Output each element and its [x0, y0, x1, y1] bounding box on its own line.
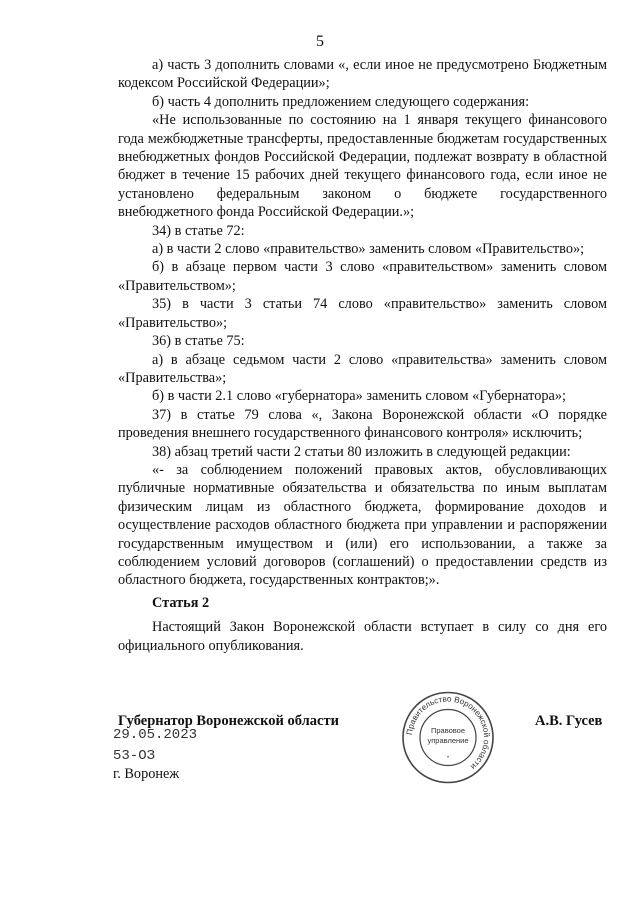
- city: г. Воронеж: [113, 766, 180, 782]
- paragraph: б) часть 4 дополнить предложением следующего содержания:: [152, 93, 530, 110]
- document-body: [118, 56, 607, 655]
- paragraph: 37) в статье 79 слова «, Закона Воронежской области «О порядке проведения внешнего государственного финансового контроля» исключить;: [118, 406, 607, 442]
- paragraph: «Не использованные по состоянию на 1 января текущего финансового года межбюджетные трансферты, предоставленные бюджетам государственных внебюджетных фондов Российской Федерации, подлежат возврату в областной бюджет в течение 15 рабочих дней текущего финансового года, если иное не установлено федеральным законом о бюджете государственного внебюджетного фонда Российской Федерации.»;: [118, 112, 607, 221]
- paragraph: «- за соблюдением положений правовых актов, обусловливающих публичные нормативные обязательства и обязательства по иным выплатам физическим лицам из областного бюджета, формирование доходов и осуществление расходов областного бюджета при управлении и распоряжении государственным имуществом и (или) его использовании, а также за соблюдением условий договоров (соглашений) о предоставлении средств из областного бюджета, государственных контрактов;».: [118, 461, 607, 589]
- official-stamp: [398, 690, 498, 785]
- page-number: 5: [316, 33, 324, 50]
- signature-title: Губернатор Воронежской области: [118, 713, 339, 729]
- signature-name: А.В. Гусев: [535, 713, 603, 729]
- paragraph: б) в части 2.1 слово «губернатора» заменить словом «Губернатора»;: [152, 388, 567, 405]
- paragraph: 38) абзац третий части 2 статьи 80 изложить в следующей редакции:: [152, 443, 571, 460]
- stamp-ring-text: Правительство Воронежской области: [405, 694, 492, 772]
- paragraph: 35) в части 3 статьи 74 слово «правительство» заменить словом «Правительство»;: [118, 296, 607, 331]
- paragraph: 36) в статье 75:: [152, 333, 245, 350]
- paragraph: а) часть 3 дополнить словами «, если иное не предусмотрено Бюджетным кодексом Российской Федерации»;: [118, 57, 607, 92]
- stamp-center-line2: управление: [427, 736, 469, 745]
- final-paragraph: Настоящий Закон Воронежской области вступает в силу со дня его официального опубликования.: [118, 619, 607, 654]
- paragraph: б) в абзаце первом части 3 слово «правительством» заменить словом «Правительством»;: [118, 259, 607, 294]
- paragraph: 34) в статье 72:: [152, 222, 245, 239]
- article-heading: Статья 2: [152, 594, 210, 611]
- stamp-star-icon: *: [446, 756, 450, 762]
- law-number: 53-ОЗ: [113, 748, 156, 764]
- stamp-center-line1: Правовое: [430, 726, 466, 735]
- law-date: 29.05.2023: [113, 727, 198, 743]
- paragraph: а) в части 2 слово «правительство» заменить словом «Правительство»;: [152, 241, 585, 258]
- paragraph: а) в абзаце седьмом части 2 слово «правительства» заменить словом «Правительства»;: [118, 351, 607, 386]
